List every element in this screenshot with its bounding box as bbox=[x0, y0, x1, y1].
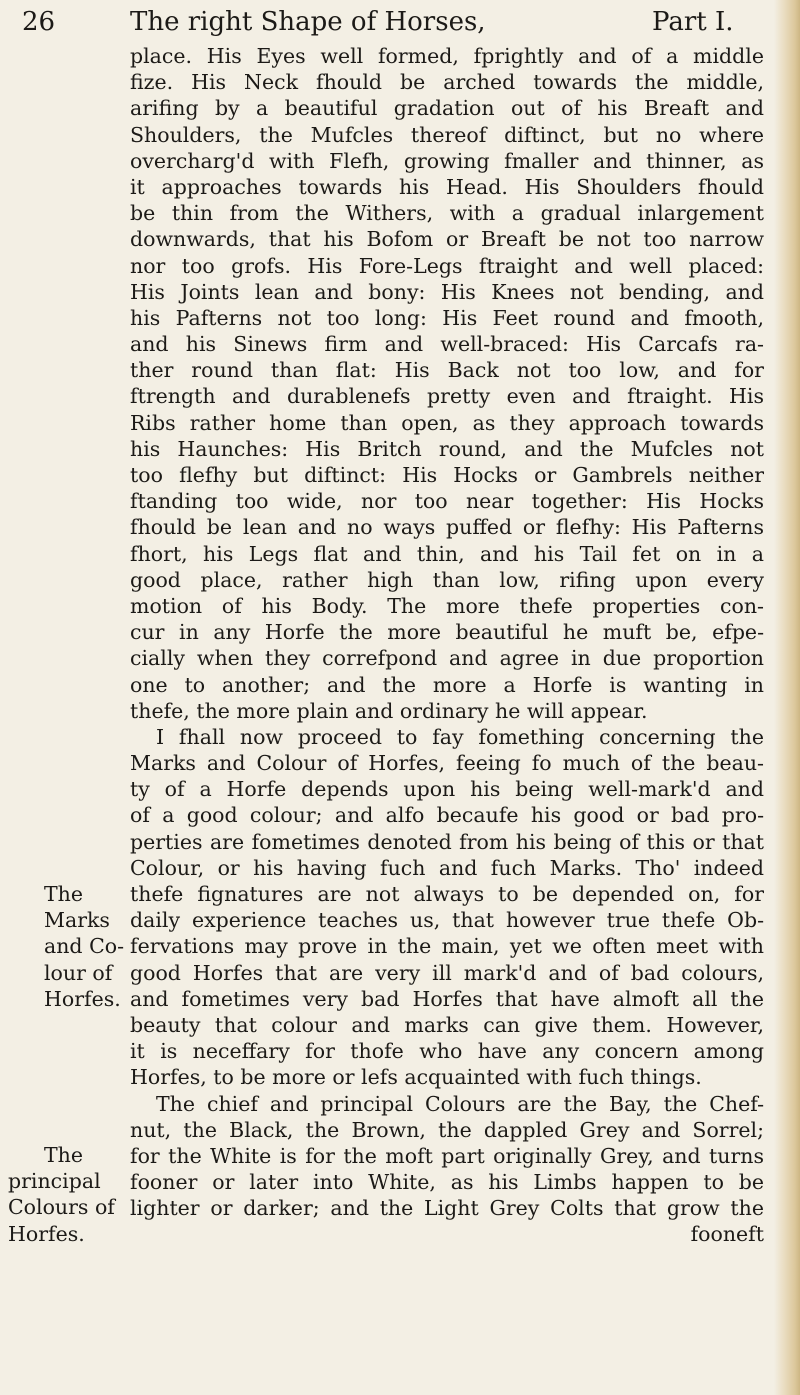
text-line: of a good colour; and alfo becaufe his good or bad pro- bbox=[130, 803, 764, 828]
margin-note-line: lour of bbox=[44, 960, 113, 985]
text-line: his Haunches: His Britch round, and the Mufcles not bbox=[130, 436, 764, 461]
text-line: fooneft bbox=[690, 1222, 764, 1247]
margin-note-marks bbox=[44, 881, 124, 1012]
page-edge bbox=[774, 0, 800, 1395]
text-line: I fhall now proceed to fay fomething concerning the bbox=[156, 724, 764, 749]
text-line: nut, the Black, the Brown, the dappled Grey and Sorrel; bbox=[130, 1117, 764, 1142]
text-line: lighter or darker; and the Light Grey Colts that grow the bbox=[130, 1196, 764, 1221]
text-line: ftanding too wide, nor too near together: His Hocks bbox=[130, 489, 764, 514]
text-line: good Horfes that are very ill mark'd and of bad colours, bbox=[130, 960, 764, 985]
part-label: Part I. bbox=[652, 7, 734, 37]
text-line: place. His Eyes well formed, fprightly and of a middle bbox=[130, 44, 764, 68]
text-line: ther round than flat: His Back not too low, and for bbox=[130, 358, 764, 383]
text-line: Horfes, to be more or lefs acquainted with fuch things. bbox=[130, 1065, 702, 1090]
text-line: overcharg'd with Flefh, growing fmaller and thinner, as bbox=[130, 148, 764, 173]
text-line: and his Sinews firm and well-braced: His Carcafs ra- bbox=[130, 332, 764, 357]
margin-note-line: Horfes. bbox=[8, 1221, 85, 1246]
text-line: nor too grofs. His Fore-Legs ftraight and well placed: bbox=[130, 253, 764, 278]
text-line: Ribs rather home than open, as they approach towards bbox=[130, 410, 764, 435]
text-line: His Joints lean and bony: His Knees not bending, and bbox=[130, 279, 764, 304]
margin-note-line: principal bbox=[8, 1169, 101, 1194]
text-line: his Pafterns not too long: His Feet round and fmooth, bbox=[130, 305, 764, 330]
text-line: Colour, or his having fuch and fuch Marks. Tho' indeed bbox=[130, 855, 764, 880]
running-title: The right Shape of Horses, bbox=[130, 7, 486, 37]
text-line: perties are fometimes denoted from his being of this or that bbox=[130, 829, 764, 854]
page-number: 26 bbox=[22, 7, 56, 37]
text-line: too flefhy but diftinct: His Hocks or Gambrels neither bbox=[130, 463, 764, 487]
text-line: thefe fignatures are not always to be depended on, for bbox=[130, 882, 764, 906]
text-line: and fometimes very bad Horfes that have almoft all the bbox=[130, 986, 764, 1011]
page-header bbox=[0, 2, 800, 42]
text-line: fhould be lean and no ways puffed or flefhy: His Pafterns bbox=[130, 515, 764, 540]
text-line: be thin from the Withers, with a gradual inlargement bbox=[130, 201, 764, 226]
text-line: motion of his Body. The more thefe properties con- bbox=[130, 593, 764, 618]
text-line: fhort, his Legs flat and thin, and his Tail fet on in a bbox=[130, 541, 764, 566]
text-line: arifing by a beautiful gradation out of his Breaft and bbox=[130, 96, 764, 121]
text-line: fervations may prove in the main, yet we often meet with bbox=[130, 934, 764, 959]
margin-note-line: Colours of bbox=[8, 1195, 115, 1220]
text-line: cur in any Horfe the more beautiful he muft be, efpe- bbox=[130, 620, 764, 645]
text-line: fize. His Neck fhould be arched towards the middle, bbox=[130, 70, 764, 95]
text-line: beauty that colour and marks can give them. However, bbox=[130, 1012, 764, 1037]
text-line: Shoulders, the Mufcles thereof diftinct, but no where bbox=[130, 122, 764, 147]
text-line: Marks and Colour of Horfes, feeing fo much of the beau- bbox=[130, 751, 764, 776]
margin-note-line: The bbox=[44, 1143, 84, 1167]
text-line: good place, rather high than low, rifing upon every bbox=[130, 567, 764, 592]
text-line: fooner or later into White, as his Limbs happen to be bbox=[130, 1170, 764, 1195]
text-line: for the White is for the moft part originally Grey, and turns bbox=[130, 1143, 764, 1168]
margin-note-line: Horfes. bbox=[44, 986, 121, 1011]
margin-note-line: and Co- bbox=[44, 934, 125, 959]
text-line: one to another; and the more a Horfe is wanting in bbox=[130, 672, 764, 697]
text-line: ty of a Horfe depends upon his being well-mark'd and bbox=[130, 777, 764, 802]
text-line: it approaches towards his Head. His Shoulders fhould bbox=[130, 174, 764, 199]
text-line: The chief and principal Colours are the Bay, the Chef- bbox=[156, 1091, 764, 1116]
text-line: downwards, that his Bofom or Breaft be not too narrow bbox=[130, 227, 764, 252]
text-line: thefe, the more plain and ordinary he will appear. bbox=[130, 698, 648, 723]
margin-note-line: Marks bbox=[44, 908, 110, 933]
text-line: it is neceffary for thofe who have any concern among bbox=[130, 1039, 764, 1064]
margin-note-colours bbox=[8, 1142, 115, 1247]
text-line: daily experience teaches us, that however true thefe Ob- bbox=[130, 908, 764, 933]
text-line: cially when they correfpond and agree in due proportion bbox=[130, 646, 764, 671]
text-line: ftrength and durablenefs pretty even and ftraight. His bbox=[130, 384, 764, 409]
body-text bbox=[130, 43, 764, 1248]
margin-note-line: The bbox=[44, 882, 84, 906]
